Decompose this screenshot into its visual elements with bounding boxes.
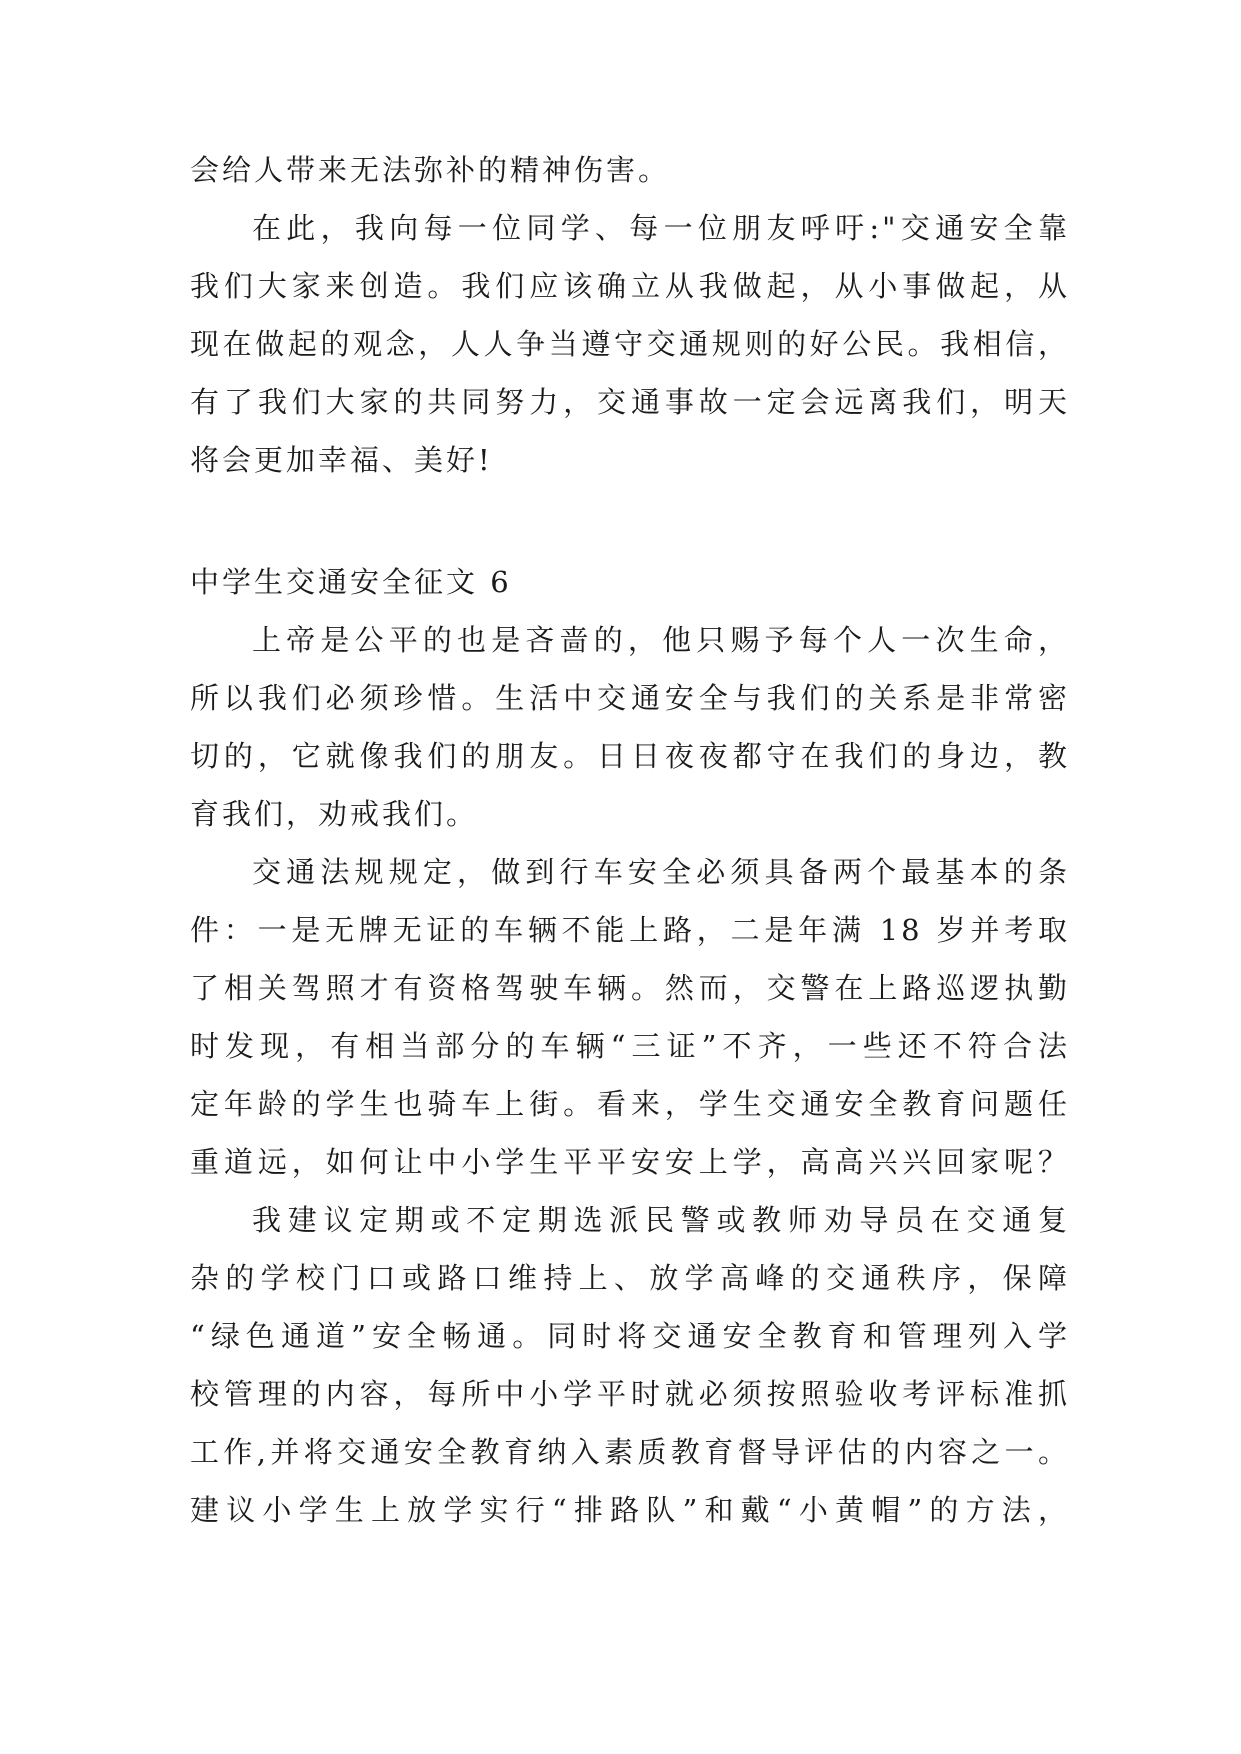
section-heading: 中学生交通安全征文 6: [190, 565, 512, 599]
paragraph-line: 育我们，劝戒我们。: [190, 797, 479, 831]
paragraph-line: 了相关驾照才有资格驾驶车辆。然而，交警在上路巡逻执勤: [190, 971, 1070, 1005]
paragraph-line: 校管理的内容，每所中小学平时就必须按照验收考评标准抓: [190, 1377, 1070, 1411]
paragraph-line: 定年龄的学生也骑车上街。看来，学生交通安全教育问题任: [190, 1087, 1070, 1121]
paragraph-line: 现在做起的观念，人人争当遵守交通规则的好公民。我相信，: [190, 327, 1070, 361]
paragraph-line: 工作,并将交通安全教育纳入素质教育督导评估的内容之一。: [190, 1435, 1070, 1469]
paragraph-line: 会给人带来无法弥补的精神伤害。: [190, 153, 671, 187]
paragraph-line: 建议小学生上放学实行“排路队”和戴“小黄帽”的方法，: [190, 1493, 1070, 1527]
paragraph-line: 时发现，有相当部分的车辆“三证”不齐，一些还不符合法: [190, 1029, 1070, 1063]
paragraph-line: 上帝是公平的也是吝啬的，他只赐予每个人一次生命，: [252, 623, 1070, 657]
paragraph-line: 有了我们大家的共同努力，交通事故一定会远离我们，明天: [190, 385, 1070, 419]
paragraph-line: 我建议定期或不定期选派民警或教师劝导员在交通复: [252, 1203, 1070, 1237]
paragraph-line: 我们大家来创造。我们应该确立从我做起，从小事做起，从: [190, 269, 1070, 303]
paragraph-line: 杂的学校门口或路口维持上、放学高峰的交通秩序，保障: [190, 1261, 1070, 1295]
paragraph-line: 件：一是无牌无证的车辆不能上路，二是年满 18 岁并考取: [190, 913, 1070, 947]
paragraph-line: 将会更加幸福、美好!: [190, 443, 493, 477]
paragraph-line: 交通法规规定，做到行车安全必须具备两个最基本的条: [252, 855, 1070, 889]
paragraph-line: “绿色通道”安全畅通。同时将交通安全教育和管理列入学: [190, 1319, 1070, 1353]
paragraph-line: 重道远，如何让中小学生平平安安上学，高高兴兴回家呢？: [190, 1145, 1070, 1179]
paragraph-line: 在此，我向每一位同学、每一位朋友呼吁:"交通安全靠: [252, 211, 1070, 245]
paragraph-line: 切的，它就像我们的朋友。日日夜夜都守在我们的身边，教: [190, 739, 1070, 773]
paragraph-line: 所以我们必须珍惜。生活中交通安全与我们的关系是非常密: [190, 681, 1070, 715]
